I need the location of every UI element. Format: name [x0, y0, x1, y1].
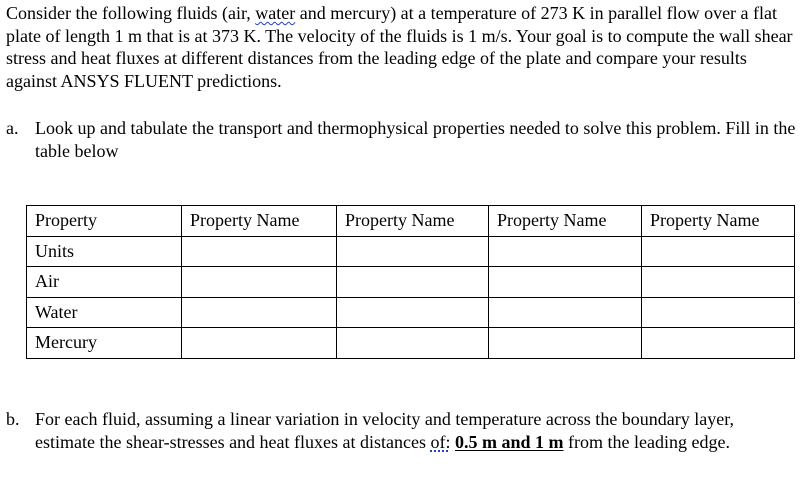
table-cell[interactable] — [337, 297, 489, 328]
header-cell-property-name[interactable]: Property Name — [642, 206, 795, 237]
table-cell[interactable] — [489, 267, 642, 298]
table-cell[interactable] — [642, 267, 795, 298]
table-cell[interactable] — [182, 328, 337, 359]
question-b-text — [35, 408, 796, 453]
table-cell[interactable] — [642, 297, 795, 328]
table-header-row — [27, 206, 795, 237]
table-cell[interactable] — [337, 236, 489, 267]
table-row-mercury — [27, 328, 795, 359]
spellcheck-word-water: water — [255, 3, 296, 23]
header-cell-property-name[interactable]: Property Name — [182, 206, 337, 237]
intro-text-rest: and mercury) at a temperature of 273 K in parallel flow over a flat plate of length 1 m that is at 373 K. The velocity of the fluids is 1 m/s. Your goal is to compute the wall shear stress and heat fluxes at different distances from the leading edge of the plate and compare your results against ANSYS FLUENT predictions. — [6, 3, 793, 91]
table-cell[interactable] — [489, 297, 642, 328]
header-cell-property-name[interactable]: Property Name — [337, 206, 489, 237]
question-a-marker: a. — [6, 118, 19, 138]
row-label-air[interactable]: Air — [27, 267, 182, 298]
question-b — [6, 408, 796, 453]
table-row-units — [27, 236, 795, 267]
table-cell[interactable] — [642, 236, 795, 267]
table-cell[interactable] — [642, 328, 795, 359]
table-cell[interactable] — [489, 236, 642, 267]
row-label-water[interactable]: Water — [27, 297, 182, 328]
table-cell[interactable] — [489, 328, 642, 359]
table-cell[interactable] — [182, 236, 337, 267]
question-b-text-start: For each fluid, assuming a linear variation in velocity and temperature across the boundary layer, estimate the shear-stresses and heat fluxes at distances — [35, 409, 735, 452]
intro-text-start: Consider the following fluids (air, — [6, 3, 256, 23]
grammar-check-word-of: of: — [430, 431, 451, 452]
table-cell[interactable] — [182, 297, 337, 328]
table-cell[interactable] — [337, 328, 489, 359]
header-cell-property-name[interactable]: Property Name — [489, 206, 642, 237]
properties-table — [26, 205, 795, 359]
table-cell[interactable] — [182, 267, 337, 298]
intro-paragraph — [6, 2, 796, 92]
header-cell-property[interactable]: Property — [27, 206, 182, 237]
question-a — [6, 117, 796, 162]
table-row-water — [27, 297, 795, 328]
question-a-text: Look up and tabulate the transport and thermophysical properties needed to solve this problem. Fill in the table below — [35, 118, 796, 161]
table-cell[interactable] — [337, 267, 489, 298]
table-row-air — [27, 267, 795, 298]
question-b-marker: b. — [6, 409, 20, 429]
question-b-text-end: from the leading edge. — [563, 431, 730, 452]
distances-emphasis: 0.5 m and 1 m — [455, 431, 564, 452]
row-label-mercury[interactable]: Mercury — [27, 328, 182, 359]
row-label-units[interactable]: Units — [27, 236, 182, 267]
